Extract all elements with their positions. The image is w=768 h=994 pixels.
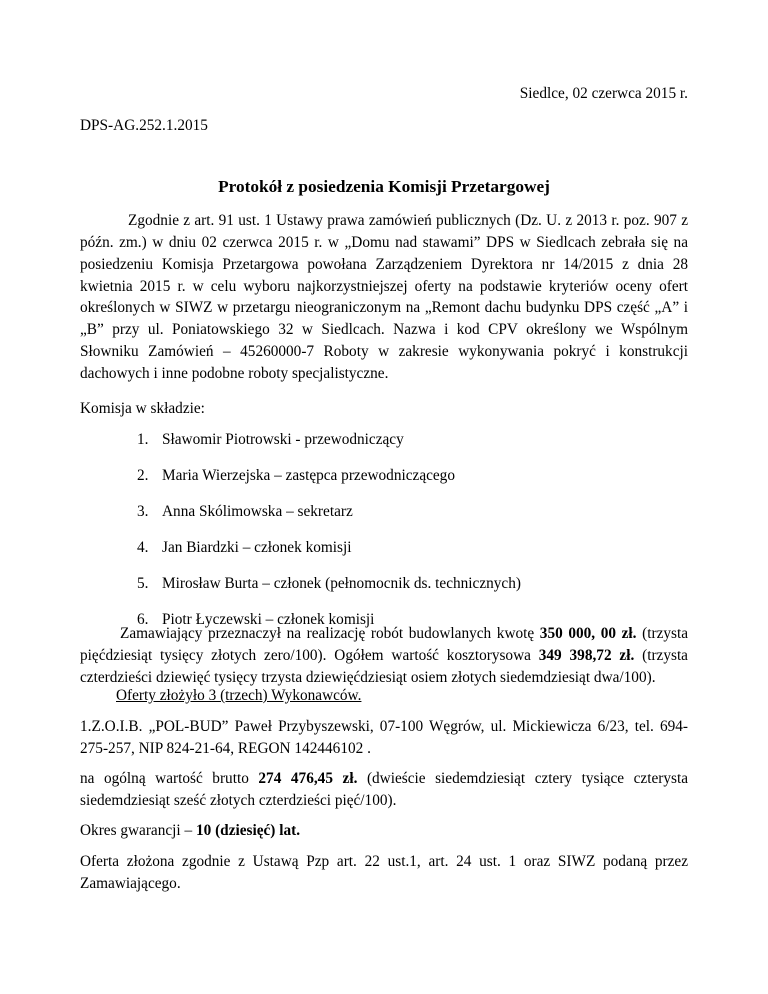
member-name: Jan Biardzki – członek komisji (162, 539, 352, 556)
list-number: 3. (137, 503, 149, 520)
budget-text-1: Zamawiający przeznaczył na realizację robót budowlanych kwotę (120, 625, 540, 642)
intro-paragraph (80, 210, 688, 385)
list-number: 6. (137, 611, 149, 628)
offers-heading: Oferty złożyło 3 (trzech) Wykonawców. (116, 687, 362, 704)
member-name: Sławomir Piotrowski - przewodniczący (162, 431, 404, 448)
offer-1-warranty (80, 820, 688, 842)
budget-amount: 350 000, 00 zł. (539, 625, 637, 642)
document-date: Siedlce, 02 czerwca 2015 r. (519, 85, 688, 102)
member-name: Maria Wierzejska – zastępca przewodniczącego (162, 467, 455, 484)
list-number: 2. (137, 467, 149, 484)
list-item (137, 537, 521, 573)
list-item (137, 429, 521, 465)
list-item (137, 573, 521, 609)
list-number: 5. (137, 575, 149, 592)
member-name: Anna Skólimowska – sekretarz (162, 503, 353, 520)
offer-1-bidder: 1.Z.O.I.B. „POL-BUD” Paweł Przybyszewski, 07-100 Węgrów, ul. Mickiewicza 6/23, tel. 694-275-257, NIP 824-21-64, REGON 142446102 . (80, 718, 688, 757)
reference-number: DPS-AG.252.1.2015 (80, 117, 208, 134)
offer-value-suffix: (dwieście siedemdziesiąt cztery tysiące czterysta siedemdziesiąt sześć złotych czterdzieści pięć/100). (80, 770, 688, 809)
offer-value-amount: 274 476,45 zł. (258, 770, 358, 787)
committee-label: Komisja w składzie: (80, 400, 205, 417)
document-title: Protokół z posiedzenia Komisji Przetargowej (218, 177, 550, 196)
budget-text-3: (trzysta czterdzieści dziewięć tysięcy trzysta dziewięćdziesiąt osiem złotych siedemdziesiąt dwa/100). (80, 646, 688, 686)
budget-text-2: (trzysta pięćdziesiąt tysięcy złotych zero/100). Ogółem wartość kosztorysowa (80, 625, 688, 664)
member-name: Mirosław Burta – członek (pełnomocnik ds. technicznych) (162, 575, 521, 592)
member-name: Piotr Łyczewski – członek komisji (162, 611, 375, 628)
warranty-value: 10 (dziesięć) lat. (195, 822, 301, 839)
warranty-prefix: Okres gwarancji – (80, 822, 196, 839)
list-number: 4. (137, 539, 149, 556)
offer-1-compliance: Oferta złożona zgodnie z Ustawą Pzp art. 22 ust.1, art. 24 ust. 1 oraz SIWZ podaną przez Zamawiającego. (80, 853, 688, 892)
offer-1-value (80, 768, 688, 812)
offer-value-prefix: na ogólną wartość brutto (80, 770, 259, 787)
list-item (137, 465, 521, 501)
estimate-amount: 349 398,72 zł. (538, 646, 635, 664)
budget-paragraph (80, 623, 688, 689)
committee-members-list (137, 429, 521, 645)
budget-text (80, 623, 688, 689)
list-item (137, 501, 521, 537)
list-number: 1. (137, 431, 149, 448)
intro-text: Zgodnie z art. 91 ust. 1 Ustawy prawa zamówień publicznych (Dz. U. z 2013 r. poz. 907 z późn. zm.) w dniu 02 czerwca 2015 r. w „Domu nad stawami” DPS w Siedlcach zebrała się na posiedzeniu Komisja Przetargowa powołana Zarządzeniem Dyrektora nr 14/2015 z dnia 28 kwietnia 2015 r. w celu wyboru najkorzystniejszej oferty na podstawie kryteriów oceny ofert określonych w SIWZ w przetargu nieograniczonym na „Remont dachu budynku DPS część „A” i „B” przy ul. Poniatowskiego 32 w Siedlcach. Nazwa i kod CPV określony we Wspólnym Słowniku Zamówień – 45260000-7 Roboty w zakresie wykonywania pokryć i konstrukcji dachowych i inne podobne roboty specjalistyczne. (80, 212, 688, 383)
